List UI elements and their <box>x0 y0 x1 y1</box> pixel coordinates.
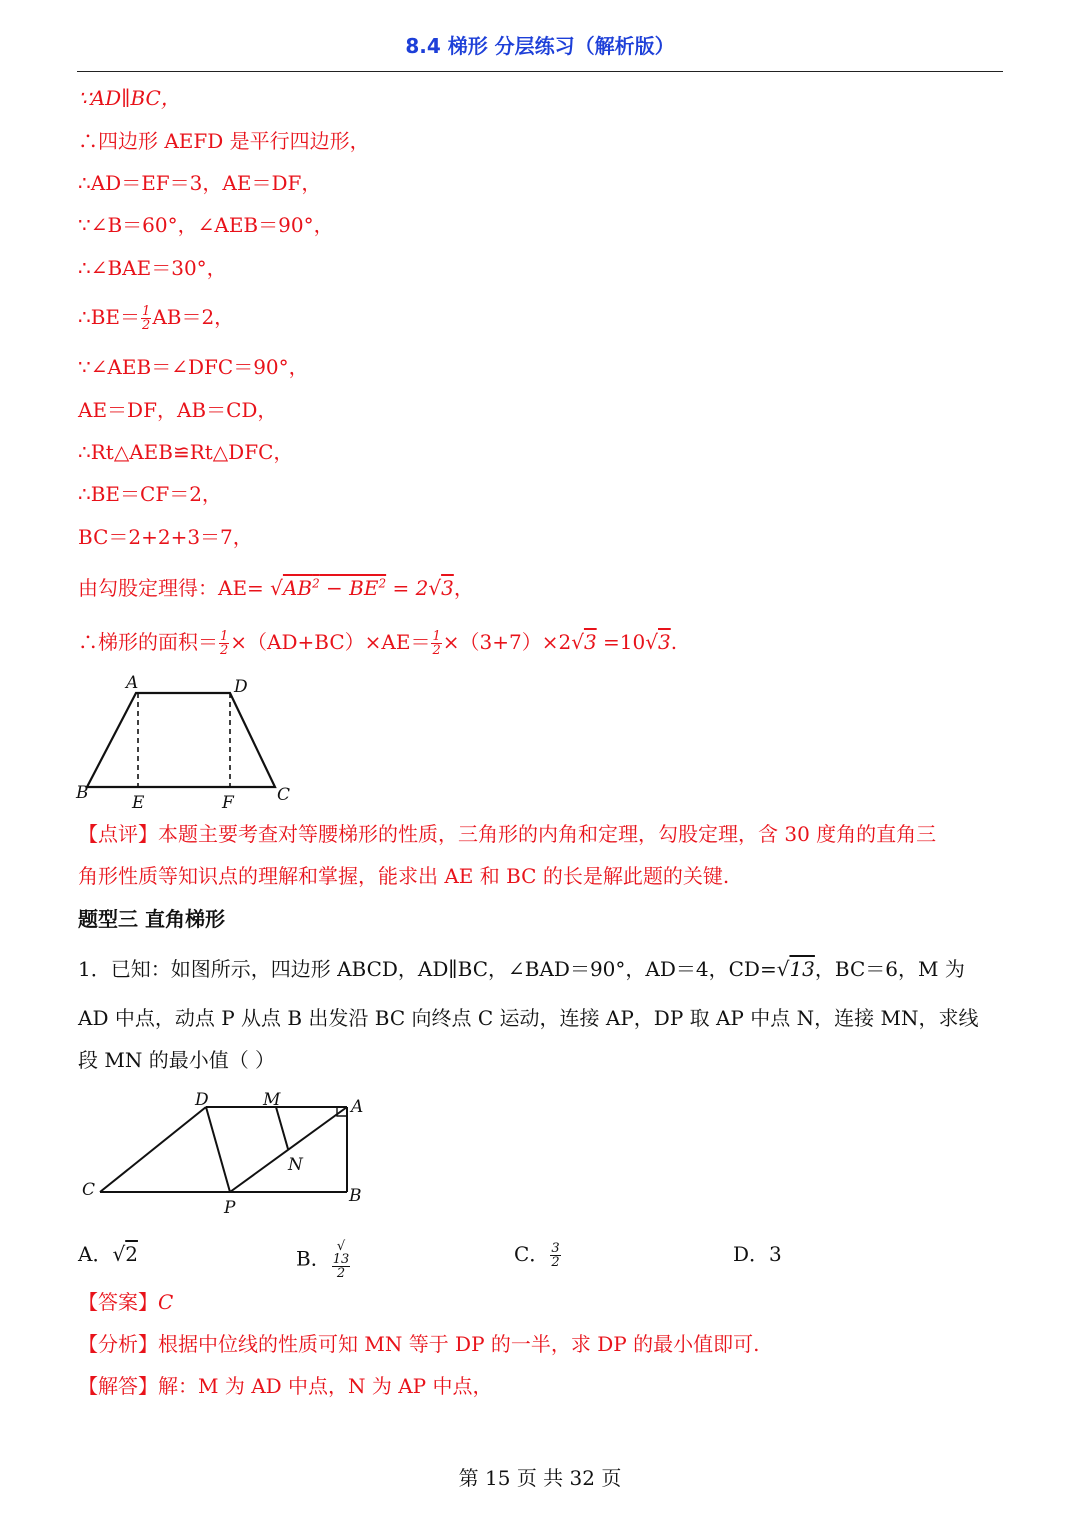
option-a-label: A． <box>78 1242 113 1266</box>
area-period: . <box>670 630 678 654</box>
option-a-value: √2 <box>112 1242 138 1266</box>
question-line-3: 段 MN 的最小值（ ） <box>78 1048 276 1072</box>
sqrt-3-result: √3 <box>428 576 454 600</box>
solution-line-4: ∵∠B＝60°，∠AEB＝90°， <box>78 213 334 237</box>
label-a2: A <box>351 1097 364 1117</box>
area-prefix: ∴梯形的面积＝ <box>78 630 218 654</box>
answer-value: C <box>158 1290 174 1314</box>
section-title: 题型三 直角梯形 <box>78 907 225 931</box>
option-d-value: 3 <box>769 1242 782 1266</box>
analysis-tag: 【分析】 <box>78 1332 158 1356</box>
area-sqrt-2: √3 <box>645 630 671 654</box>
label-f: F <box>222 793 234 813</box>
analysis-line <box>78 1330 759 1358</box>
question-text-1b: ，BC＝6，M 为 <box>814 957 965 981</box>
trapezoid-figure <box>70 670 300 815</box>
solution-line-6-prefix: ∴BE＝ <box>78 305 141 329</box>
solution-line-1: ∵AD∥BC， <box>78 86 181 110</box>
question-line-2: AD 中点，动点 P 从点 B 出发沿 BC 向终点 C 运动，连接 AP，DP 取 AP 中点 N，连接 MN，求线 <box>78 1006 979 1030</box>
option-b[interactable] <box>296 1240 351 1280</box>
solution-line-7: ∵∠AEB＝∠DFC＝90°， <box>78 355 309 379</box>
solution-line-11: BC＝2+2+3＝7， <box>78 525 253 549</box>
trapezoid-outline <box>87 693 275 787</box>
area-equals: =10 <box>596 630 646 654</box>
option-b-fraction: √ 13 2 <box>332 1239 350 1281</box>
solution-line-13 <box>78 628 677 657</box>
fraction-half <box>141 305 151 332</box>
area-calc: ×（3+7）×2 <box>442 630 572 654</box>
question-text-1a: 1．已知：如图所示，四边形 ABCD，AD∥BC，∠BAD＝90°，AD＝4，CD= <box>78 957 777 981</box>
right-trapezoid-figure <box>75 1085 375 1217</box>
solution-tag: 【解答】 <box>78 1374 158 1398</box>
comment-line-1 <box>78 820 936 848</box>
comment-text-1: 本题主要考查对等腰梯形的性质，三角形的内角和定理，勾股定理，含 30 度角的直角三 <box>158 822 937 846</box>
sqrt-expression: $√AB^2 - BE^2$ <box>270 576 387 600</box>
solution-line-3: ∴AD＝EF＝3，AE＝DF， <box>78 171 322 195</box>
label-c2: C <box>82 1180 96 1200</box>
label-m: M <box>263 1090 281 1110</box>
solution-text: 解：M 为 AD 中点，N 为 AP 中点， <box>158 1374 493 1398</box>
header-divider <box>77 71 1003 72</box>
pythagoras-result: = 2 <box>386 576 429 600</box>
area-fraction-1: $\frac{1}{2}$ <box>220 629 229 658</box>
area-middle: ×（AD+BC）×AE＝ <box>230 630 431 654</box>
comment-tag: 【点评】 <box>78 822 158 846</box>
area-sqrt-1: √3 <box>571 630 597 654</box>
option-c[interactable] <box>514 1240 562 1269</box>
question-sqrt-13: √13 <box>776 957 815 981</box>
sup-ab: 2 <box>312 576 320 591</box>
label-a: A <box>126 673 139 693</box>
answer-tag: 【答案】 <box>78 1290 158 1314</box>
pythagoras-comma: ， <box>453 576 474 600</box>
solution-line-9: ∴Rt△AEB≌Rt△DFC， <box>78 440 294 464</box>
label-d2: D <box>195 1090 209 1110</box>
fraction-num: 1 <box>142 304 151 319</box>
segment-pa <box>230 1107 347 1192</box>
answer-line <box>78 1288 173 1316</box>
label-b: B <box>76 783 89 803</box>
analysis-text: 根据中位线的性质可知 MN 等于 DP 的一半，求 DP 的最小值即可. <box>158 1332 760 1356</box>
sup-be: 2 <box>378 576 387 591</box>
option-b-label: B． <box>296 1246 331 1271</box>
solution-line-12 <box>78 574 474 602</box>
solution-line-8: AE＝DF，AB＝CD， <box>78 398 278 422</box>
segment-dp <box>206 1107 230 1192</box>
solution-start-line <box>78 1372 493 1400</box>
label-n: N <box>288 1155 303 1175</box>
solution-line-10: ∴BE＝CF＝2， <box>78 482 222 506</box>
solution-line-2: ∴四边形 AEFD 是平行四边形， <box>78 129 370 153</box>
segment-mn <box>276 1107 288 1149</box>
label-b2: B <box>349 1186 362 1206</box>
solution-line-5: ∴∠BAE＝30°， <box>78 256 227 280</box>
option-d[interactable] <box>733 1240 782 1268</box>
solution-line-6 <box>78 303 234 332</box>
page-footer: 第 15 页 共 32 页 <box>458 1466 622 1490</box>
side-cd <box>100 1107 206 1192</box>
fraction-den: 2 <box>142 318 151 333</box>
label-d: D <box>234 677 248 697</box>
area-fraction-2: $\frac{1}{2}$ <box>432 629 441 658</box>
question-line-1 <box>78 955 965 983</box>
label-e: E <box>132 793 145 813</box>
sqrt-ab: AB <box>282 576 313 600</box>
pythagoras-prefix: 由勾股定理得：AE= <box>78 576 271 600</box>
comment-line-2: 角形性质等知识点的理解和掌握，能求出 AE 和 BC 的长是解此题的关键. <box>78 864 730 888</box>
page-header-title: 8.4 梯形 分层练习（解析版） <box>405 34 675 58</box>
label-c: C <box>277 785 291 805</box>
label-p: P <box>224 1198 236 1217</box>
option-c-label: C． <box>514 1242 550 1266</box>
option-d-label: D． <box>733 1242 770 1266</box>
solution-line-6-suffix: AB＝2， <box>152 305 235 329</box>
option-c-fraction: $\frac{3}{2}$ <box>551 1241 560 1270</box>
sqrt-be: − BE <box>319 576 379 600</box>
option-a[interactable] <box>78 1240 138 1268</box>
